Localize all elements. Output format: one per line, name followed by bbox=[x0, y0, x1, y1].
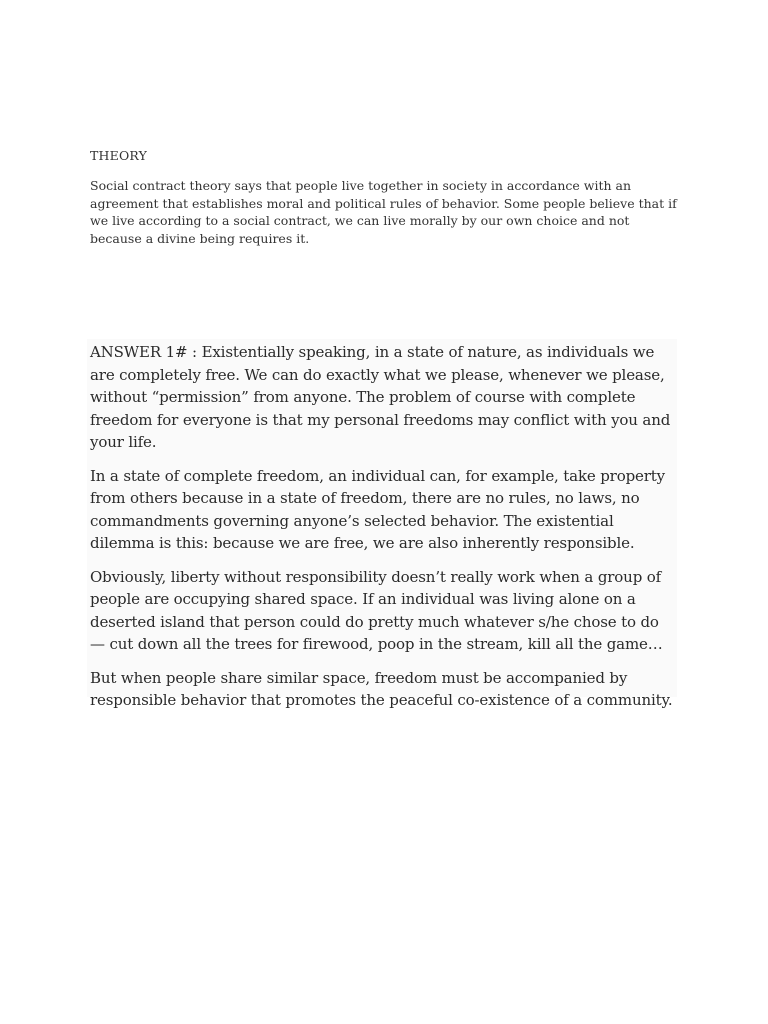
answer-paragraph-2: In a state of complete freedom, an individual can, for example, take property from others because in a state of freedom, there are no rules, no laws, no commandments governing anyone’s selected behavior. The existential dilemma is this: because we are free, we are also inherently responsible. bbox=[90, 466, 665, 552]
theory-paragraph: Social contract theory says that people live together in society in accordance with an agreement that establishes moral and political rules of behavior. Some people believe that if we live according to a social contract, we can live morally by our own choice and not because a divine being requires it. bbox=[90, 178, 677, 246]
answer-paragraph-4: But when people share similar space, freedom must be accompanied by responsible behavior that promotes the peaceful co-existence of a community. bbox=[90, 668, 673, 709]
answer-paragraph-1: ANSWER 1# : Existentially speaking, in a state of nature, as individuals we are completely free. We can do exactly what we please, whenever we please, without “permission” from anyone. The problem of course with complete freedom for everyone is that my personal freedoms may conflict with you and your life. bbox=[90, 343, 671, 451]
answer-paragraph-3: Obviously, liberty without responsibility doesn’t really work when a group of people are occupying shared space. If an individual was living alone on a deserted island that person could do pretty much whatever s/he chose to do — cut down all the trees for firewood, poop in the stream, kill all the game… bbox=[90, 567, 663, 653]
answer-block bbox=[87, 339, 677, 709]
theory-heading: THEORY bbox=[90, 148, 148, 163]
